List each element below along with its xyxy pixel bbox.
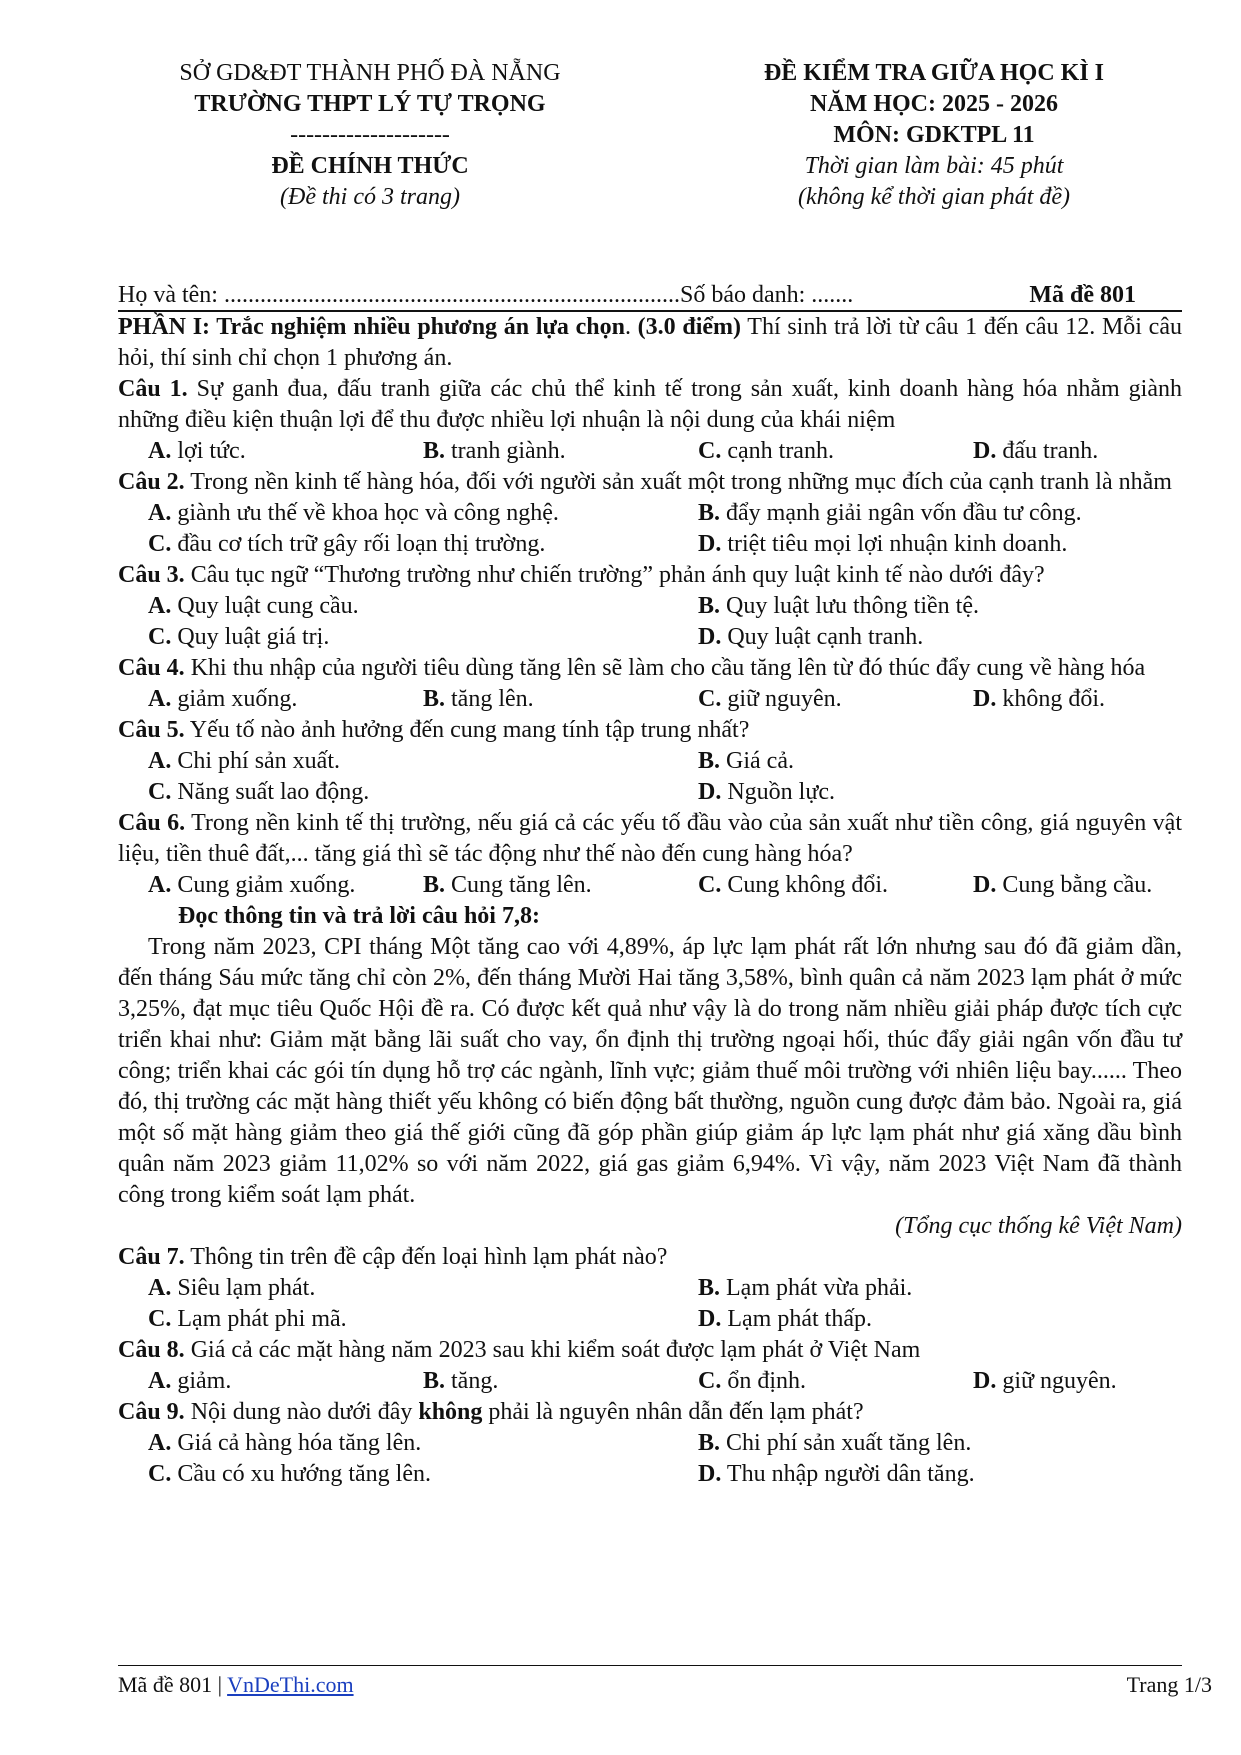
- option-c[interactable]: C. Lạm phát phi mã.: [148, 1306, 347, 1332]
- exam-header: [118, 58, 1182, 228]
- question-label: Câu 1.: [118, 376, 188, 402]
- option-c[interactable]: C. Quy luật giá trị.: [148, 624, 330, 650]
- school-year: NĂM HỌC: 2025 - 2026: [810, 91, 1058, 117]
- student-info-line: [118, 280, 1182, 312]
- options-q1: [118, 436, 1182, 467]
- option-c[interactable]: C. ổn định.: [698, 1368, 807, 1394]
- subject: MÔN: GDKTPL 11: [833, 122, 1035, 148]
- reading-passage: Trong năm 2023, CPI tháng Một tăng cao với 4,89%, áp lực lạm phát rất lớn nhưng sau đó đã giảm dần, đến tháng Sáu mức tăng chỉ còn 2%, đến tháng Mười Hai tăng 3,58%, bình quân cả năm 2023 lạm phát ở mức 3,25%, đạt mục tiêu Quốc Hội đề ra. Có được kết quả như vậy là do trong năm nhiều giải pháp được tích cực triển khai như: Giảm mặt bằng lãi suất cho vay, ổn định thị trường ngoại hối, thúc đẩy giải ngân vốn đầu tư công; triển khai các gói tín dụng hỗ trợ các ngành, lĩnh vực; giảm thuế môi trường với nhiên liệu bay...... Theo đó, thị trường các mặt hàng thiết yếu không có biến động bất thường, nguồn cung được đảm bảo. Ngoài ra, giá một số mặt hàng giảm theo giá thế giới cũng đã góp phần giúp giảm áp lực lạm phát như giá xăng dầu bình quân năm 2023 giảm 11,02% so với năm 2022, giá gas giảm 6,94%. Vì vậy, năm 2023 Việt Nam đã thành công trong kiểm soát lạm phát.: [118, 934, 1182, 1208]
- question-3: Câu 3. Câu tục ngữ “Thương trường như chiến trường” phản ánh quy luật kinh tế nào dưới đây?: [118, 562, 1045, 588]
- options-q7-row2: [118, 1304, 1182, 1335]
- option-b[interactable]: B. Lạm phát vừa phải.: [698, 1275, 913, 1301]
- option-a[interactable]: A. giảm xuống.: [148, 686, 298, 712]
- option-a[interactable]: A. giảm.: [148, 1368, 232, 1394]
- option-b[interactable]: B. tranh giành.: [423, 438, 566, 464]
- option-d[interactable]: D. không đổi.: [973, 686, 1106, 712]
- question-6: Câu 6. Trong nền kinh tế thị trường, nếu giá cả các yếu tố đầu vào của sản xuất như tiền công, giá nguyên vật liệu, tiền thuê đất,... tăng giá thì sẽ tác động như thế nào đến cung hàng hóa?: [118, 810, 1182, 867]
- time-note: (không kể thời gian phát đề): [797, 184, 1071, 210]
- options-q2-row1: [118, 498, 1182, 529]
- option-c[interactable]: C. cạnh tranh.: [698, 438, 834, 464]
- page-count-note: (Đề thi có 3 trang): [280, 184, 460, 210]
- option-b[interactable]: B. Quy luật lưu thông tiền tệ.: [698, 593, 979, 619]
- student-id-field[interactable]: Số báo danh: .......: [679, 282, 854, 308]
- question-label: Câu 7.: [118, 1244, 185, 1270]
- options-q5-row2: [118, 777, 1182, 808]
- option-a[interactable]: A. Chi phí sản xuất.: [148, 748, 340, 774]
- header-left: [118, 58, 622, 213]
- question-label: Câu 9.: [118, 1399, 185, 1425]
- question-label: Câu 8.: [118, 1337, 185, 1363]
- question-8: Câu 8. Giá cả các mặt hàng năm 2023 sau khi kiểm soát được lạm phát ở Việt Nam: [118, 1337, 921, 1363]
- question-label: Câu 4.: [118, 655, 185, 681]
- options-q5-row1: [118, 746, 1182, 777]
- footer-exam-code: Mã đề 801 |: [118, 1672, 228, 1697]
- option-d[interactable]: D. giữ nguyên.: [973, 1368, 1117, 1394]
- option-a[interactable]: A. Giá cả hàng hóa tăng lên.: [148, 1430, 422, 1456]
- department-name: SỞ GD&ĐT THÀNH PHỐ ĐÀ NẴNG: [179, 60, 561, 86]
- option-d[interactable]: D. Cung bằng cầu.: [973, 872, 1153, 898]
- option-c[interactable]: C. giữ nguyên.: [698, 686, 842, 712]
- footer-link[interactable]: VnDeThi.com: [227, 1672, 354, 1697]
- exam-body: [118, 312, 1182, 1490]
- time-limit: Thời gian làm bài: 45 phút: [804, 153, 1064, 179]
- header-right: [668, 58, 1200, 213]
- option-a[interactable]: A. Quy luật cung cầu.: [148, 593, 359, 619]
- option-b[interactable]: B. tăng.: [423, 1368, 499, 1394]
- question-4: Câu 4. Khi thu nhập của người tiêu dùng tăng lên sẽ làm cho cầu tăng lên từ đó thúc đẩy cung về hàng hóa: [118, 655, 1146, 681]
- option-a[interactable]: A. lợi tức.: [148, 438, 246, 464]
- official-label: ĐỀ CHÍNH THỨC: [271, 153, 469, 179]
- options-q3-row2: [118, 622, 1182, 653]
- options-q9-row1: [118, 1428, 1182, 1459]
- options-q4: [118, 684, 1182, 715]
- question-label: Câu 2.: [118, 469, 185, 495]
- option-c[interactable]: C. Cầu có xu hướng tăng lên.: [148, 1461, 431, 1487]
- option-d[interactable]: D. Lạm phát thấp.: [698, 1306, 872, 1332]
- question-5: Câu 5. Yếu tố nào ảnh hưởng đến cung mang tính tập trung nhất?: [118, 717, 750, 743]
- option-b[interactable]: B. tăng lên.: [423, 686, 534, 712]
- option-b[interactable]: B. Chi phí sản xuất tăng lên.: [698, 1430, 972, 1456]
- reading-heading: Đọc thông tin và trả lời câu hỏi 7,8:: [178, 903, 540, 929]
- student-name-field[interactable]: Họ và tên: ............................................................................: [118, 282, 680, 308]
- question-9: Câu 9. Nội dung nào dưới đây không phải là nguyên nhân dẫn đến lạm phát?: [118, 1399, 864, 1425]
- question-label: Câu 3.: [118, 562, 185, 588]
- option-d[interactable]: D. Nguồn lực.: [698, 779, 836, 805]
- option-d[interactable]: D. triệt tiêu mọi lợi nhuận kinh doanh.: [698, 531, 1068, 557]
- option-a[interactable]: A. giành ưu thế về khoa học và công nghệ.: [148, 500, 559, 526]
- option-d[interactable]: D. đấu tranh.: [973, 438, 1099, 464]
- option-b[interactable]: B. Cung tăng lên.: [423, 872, 592, 898]
- option-c[interactable]: C. Năng suất lao động.: [148, 779, 370, 805]
- question-2: Câu 2. Trong nền kinh tế hàng hóa, đối với người sản xuất một trong những mục đích của cạnh tranh là nhằm: [118, 469, 1172, 495]
- options-q3-row1: [118, 591, 1182, 622]
- options-q9-row2: [118, 1459, 1182, 1490]
- question-label: Câu 6.: [118, 810, 186, 836]
- question-1: Câu 1. Sự ganh đua, đấu tranh giữa các chủ thể kinh tế trong sản xuất, kinh doanh hàng hóa nhằm giành những điều kiện thuận lợi để thu được nhiều lợi nhuận là nội dung của khái niệm: [118, 376, 1183, 433]
- option-a[interactable]: A. Cung giảm xuống.: [148, 872, 356, 898]
- page-number: Trang 1/3: [1126, 1672, 1212, 1697]
- question-label: Câu 5.: [118, 717, 185, 743]
- exam-code: Mã đề 801: [1029, 282, 1136, 308]
- option-d[interactable]: D. Quy luật cạnh tranh.: [698, 624, 924, 650]
- reading-source: (Tổng cục thống kê Việt Nam): [895, 1213, 1182, 1239]
- option-c[interactable]: C. đầu cơ tích trữ gây rối loạn thị trường.: [148, 531, 546, 557]
- option-d[interactable]: D. Thu nhập người dân tăng.: [698, 1461, 975, 1487]
- options-q8: [118, 1366, 1182, 1397]
- school-name: TRƯỜNG THPT LÝ TỰ TRỌNG: [194, 91, 546, 117]
- page-footer: [118, 1665, 1212, 1700]
- option-c[interactable]: C. Cung không đổi.: [698, 872, 889, 898]
- options-q2-row2: [118, 529, 1182, 560]
- option-b[interactable]: B. Giá cả.: [698, 748, 794, 774]
- option-b[interactable]: B. đẩy mạnh giải ngân vốn đầu tư công.: [698, 500, 1082, 526]
- option-a[interactable]: A. Siêu lạm phát.: [148, 1275, 316, 1301]
- exam-title: ĐỀ KIỂM TRA GIỮA HỌC KÌ I: [763, 60, 1105, 86]
- header-divider: --------------------: [290, 122, 450, 148]
- options-q6: [118, 870, 1182, 901]
- question-7: Câu 7. Thông tin trên đề cập đến loại hình lạm phát nào?: [118, 1244, 668, 1270]
- part1-heading: PHẦN I: Trắc nghiệm nhiều phương án lựa chọn. (3.0 điểm) Thí sinh trả lời từ câu 1 đến câu 12. Mỗi câu hỏi, thí sinh chỉ chọn 1 phương án.: [118, 314, 1182, 371]
- options-q7-row1: [118, 1273, 1182, 1304]
